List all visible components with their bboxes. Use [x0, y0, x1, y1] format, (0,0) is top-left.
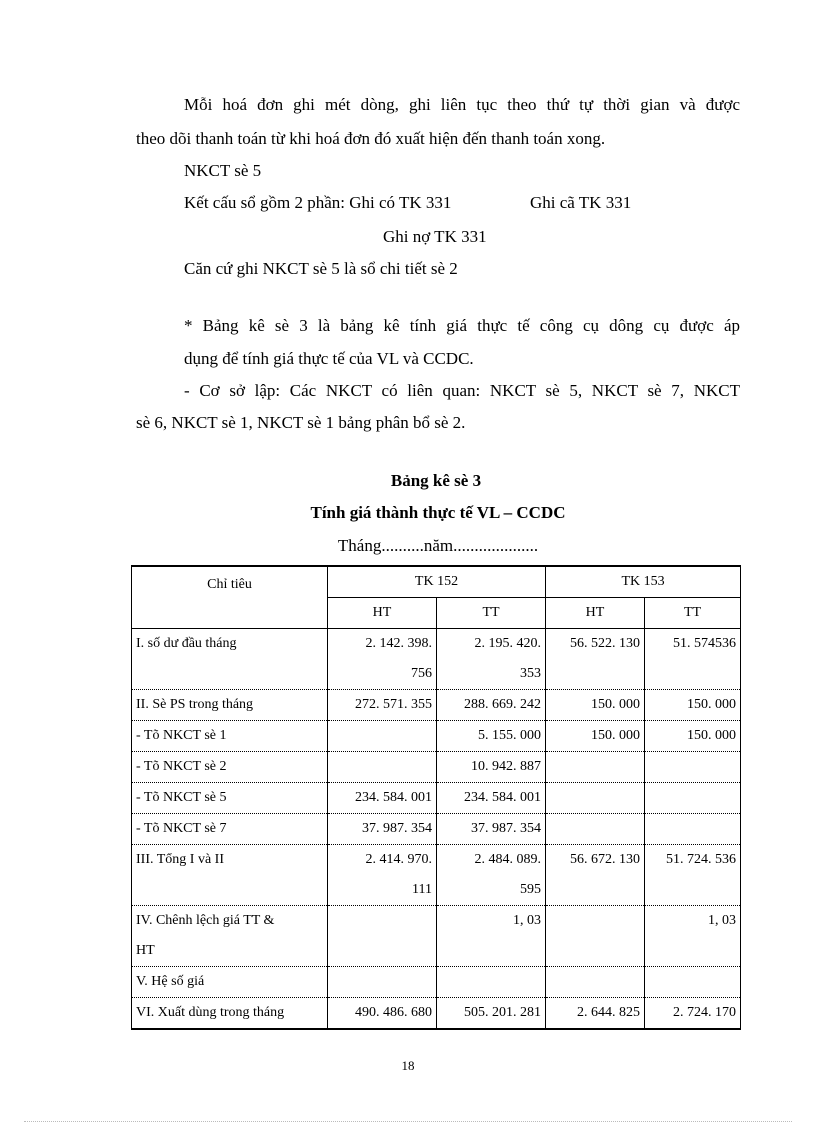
- cell-tk153-ht: [546, 752, 645, 783]
- cell-tk152-tt: 2. 484. 089. 595: [437, 845, 546, 906]
- header-tk153-tt: TT: [645, 598, 741, 629]
- table-subtitle: Tính giá thành thực tế VL – CCDC: [310, 503, 566, 522]
- cell-tk153-tt: 51. 724. 536: [645, 845, 741, 906]
- cell-tk152-ht: [328, 752, 437, 783]
- row-label: - Tõ NKCT sè 1: [132, 721, 328, 752]
- row-label: - Tõ NKCT sè 5: [132, 783, 328, 814]
- cell-tk153-tt: [645, 814, 741, 845]
- paragraph-debit: Ghi nợ TK 331: [383, 227, 487, 246]
- table-row: [132, 814, 741, 845]
- cell-tk152-tt: 288. 669. 242: [437, 690, 546, 721]
- row-label: - Tõ NKCT sè 2: [132, 752, 328, 783]
- table-period: Tháng..........năm....................: [337, 536, 539, 555]
- header-tk153-ht: HT: [546, 598, 645, 629]
- cell-tk152-tt: 234. 584. 001: [437, 783, 546, 814]
- table-row: [132, 845, 741, 906]
- row-label: - Tõ NKCT sè 7: [132, 814, 328, 845]
- row-label: III. Tổng I và II: [132, 845, 328, 906]
- paragraph-structure-left: Kết cấu sổ gồm 2 phần: Ghi có TK 331: [184, 193, 452, 212]
- cell-tk152-tt: 10. 942. 887: [437, 752, 546, 783]
- table-row: [132, 752, 741, 783]
- table-title: Bảng kê sè 3: [390, 471, 482, 490]
- paragraph-basis: Căn cứ ghi NKCT sè 5 là sổ chi tiết sè 2: [184, 259, 458, 278]
- table-row: [132, 998, 741, 1030]
- cell-tk153-tt: [645, 783, 741, 814]
- row-label: I. số dư đầu tháng: [132, 629, 328, 690]
- row-label: II. Sè PS trong tháng: [132, 690, 328, 721]
- cell-tk153-ht: 2. 644. 825: [546, 998, 645, 1030]
- cell-tk153-tt: [645, 752, 741, 783]
- cell-tk153-ht: [546, 783, 645, 814]
- cell-tk153-ht: 150. 000: [546, 721, 645, 752]
- ledger-table: [131, 565, 741, 1030]
- table-row: [132, 783, 741, 814]
- cell-tk152-tt: 37. 987. 354: [437, 814, 546, 845]
- cell-tk152-ht: 234. 584. 001: [328, 783, 437, 814]
- paragraph-structure-right: Ghi cã TK 331: [530, 193, 632, 212]
- cell-tk152-tt: 1, 03: [437, 906, 546, 967]
- paragraph-invoice-line1: Mỗi hoá đơn ghi mét dòng, ghi liên tục theo thứ tự thời gian và được: [184, 95, 740, 114]
- cell-tk153-tt: 2. 724. 170: [645, 998, 741, 1030]
- cell-tk153-ht: 150. 000: [546, 690, 645, 721]
- cell-tk153-ht: 56. 522. 130: [546, 629, 645, 690]
- cell-tk153-ht: [546, 906, 645, 967]
- cell-tk152-tt: 505. 201. 281: [437, 998, 546, 1030]
- page-number: 18: [401, 1058, 415, 1073]
- cell-tk153-tt: 150. 000: [645, 721, 741, 752]
- cell-tk153-tt: 150. 000: [645, 690, 741, 721]
- cell-tk152-ht: 2. 142. 398. 756: [328, 629, 437, 690]
- cell-tk152-ht: 2. 414. 970. 111: [328, 845, 437, 906]
- cell-tk152-tt: 2. 195. 420. 353: [437, 629, 546, 690]
- header-tk153: TK 153: [546, 566, 741, 598]
- cell-tk153-ht: [546, 967, 645, 998]
- cell-tk153-tt: 1, 03: [645, 906, 741, 967]
- table-row: [132, 721, 741, 752]
- header-tk152-tt: TT: [437, 598, 546, 629]
- paragraph-basis-line1: - Cơ sở lập: Các NKCT có liên quan: NKCT sè 5, NKCT sè 7, NKCT: [184, 381, 740, 400]
- cell-tk153-tt: 51. 574536: [645, 629, 741, 690]
- paragraph-nkct5: NKCT sè 5: [184, 161, 262, 180]
- paragraph-ledger3-line1: * Bảng kê sè 3 là bảng kê tính giá thực tế công cụ dông cụ được áp: [184, 316, 740, 335]
- header-indicator: Chỉ tiêu: [132, 566, 328, 629]
- cell-tk152-ht: [328, 721, 437, 752]
- header-tk152: TK 152: [328, 566, 546, 598]
- cell-tk152-ht: [328, 967, 437, 998]
- table-row: [132, 629, 741, 690]
- cell-tk152-tt: [437, 967, 546, 998]
- table-row: [132, 906, 741, 967]
- cell-tk152-ht: 272. 571. 355: [328, 690, 437, 721]
- page-bottom-divider: [24, 1121, 792, 1122]
- header-tk152-ht: HT: [328, 598, 437, 629]
- table-row: [132, 967, 741, 998]
- paragraph-invoice-line2: theo dõi thanh toán từ khi hoá đơn đó xuất hiện đến thanh toán xong.: [136, 129, 606, 148]
- table-row: [132, 690, 741, 721]
- cell-tk152-tt: 5. 155. 000: [437, 721, 546, 752]
- cell-tk152-ht: [328, 906, 437, 967]
- row-label: IV. Chênh lệch giá TT & HT: [132, 906, 328, 967]
- row-label: V. Hệ số giá: [132, 967, 328, 998]
- cell-tk152-ht: 37. 987. 354: [328, 814, 437, 845]
- cell-tk153-ht: [546, 814, 645, 845]
- paragraph-basis-line2: sè 6, NKCT sè 1, NKCT sè 1 bảng phân bổ sè 2.: [136, 413, 466, 432]
- row-label: VI. Xuất dùng trong tháng: [132, 998, 328, 1030]
- cell-tk152-ht: 490. 486. 680: [328, 998, 437, 1030]
- cell-tk153-ht: 56. 672. 130: [546, 845, 645, 906]
- cell-tk153-tt: [645, 967, 741, 998]
- paragraph-ledger3-line2: dụng để tính giá thực tế của VL và CCDC.: [184, 349, 474, 368]
